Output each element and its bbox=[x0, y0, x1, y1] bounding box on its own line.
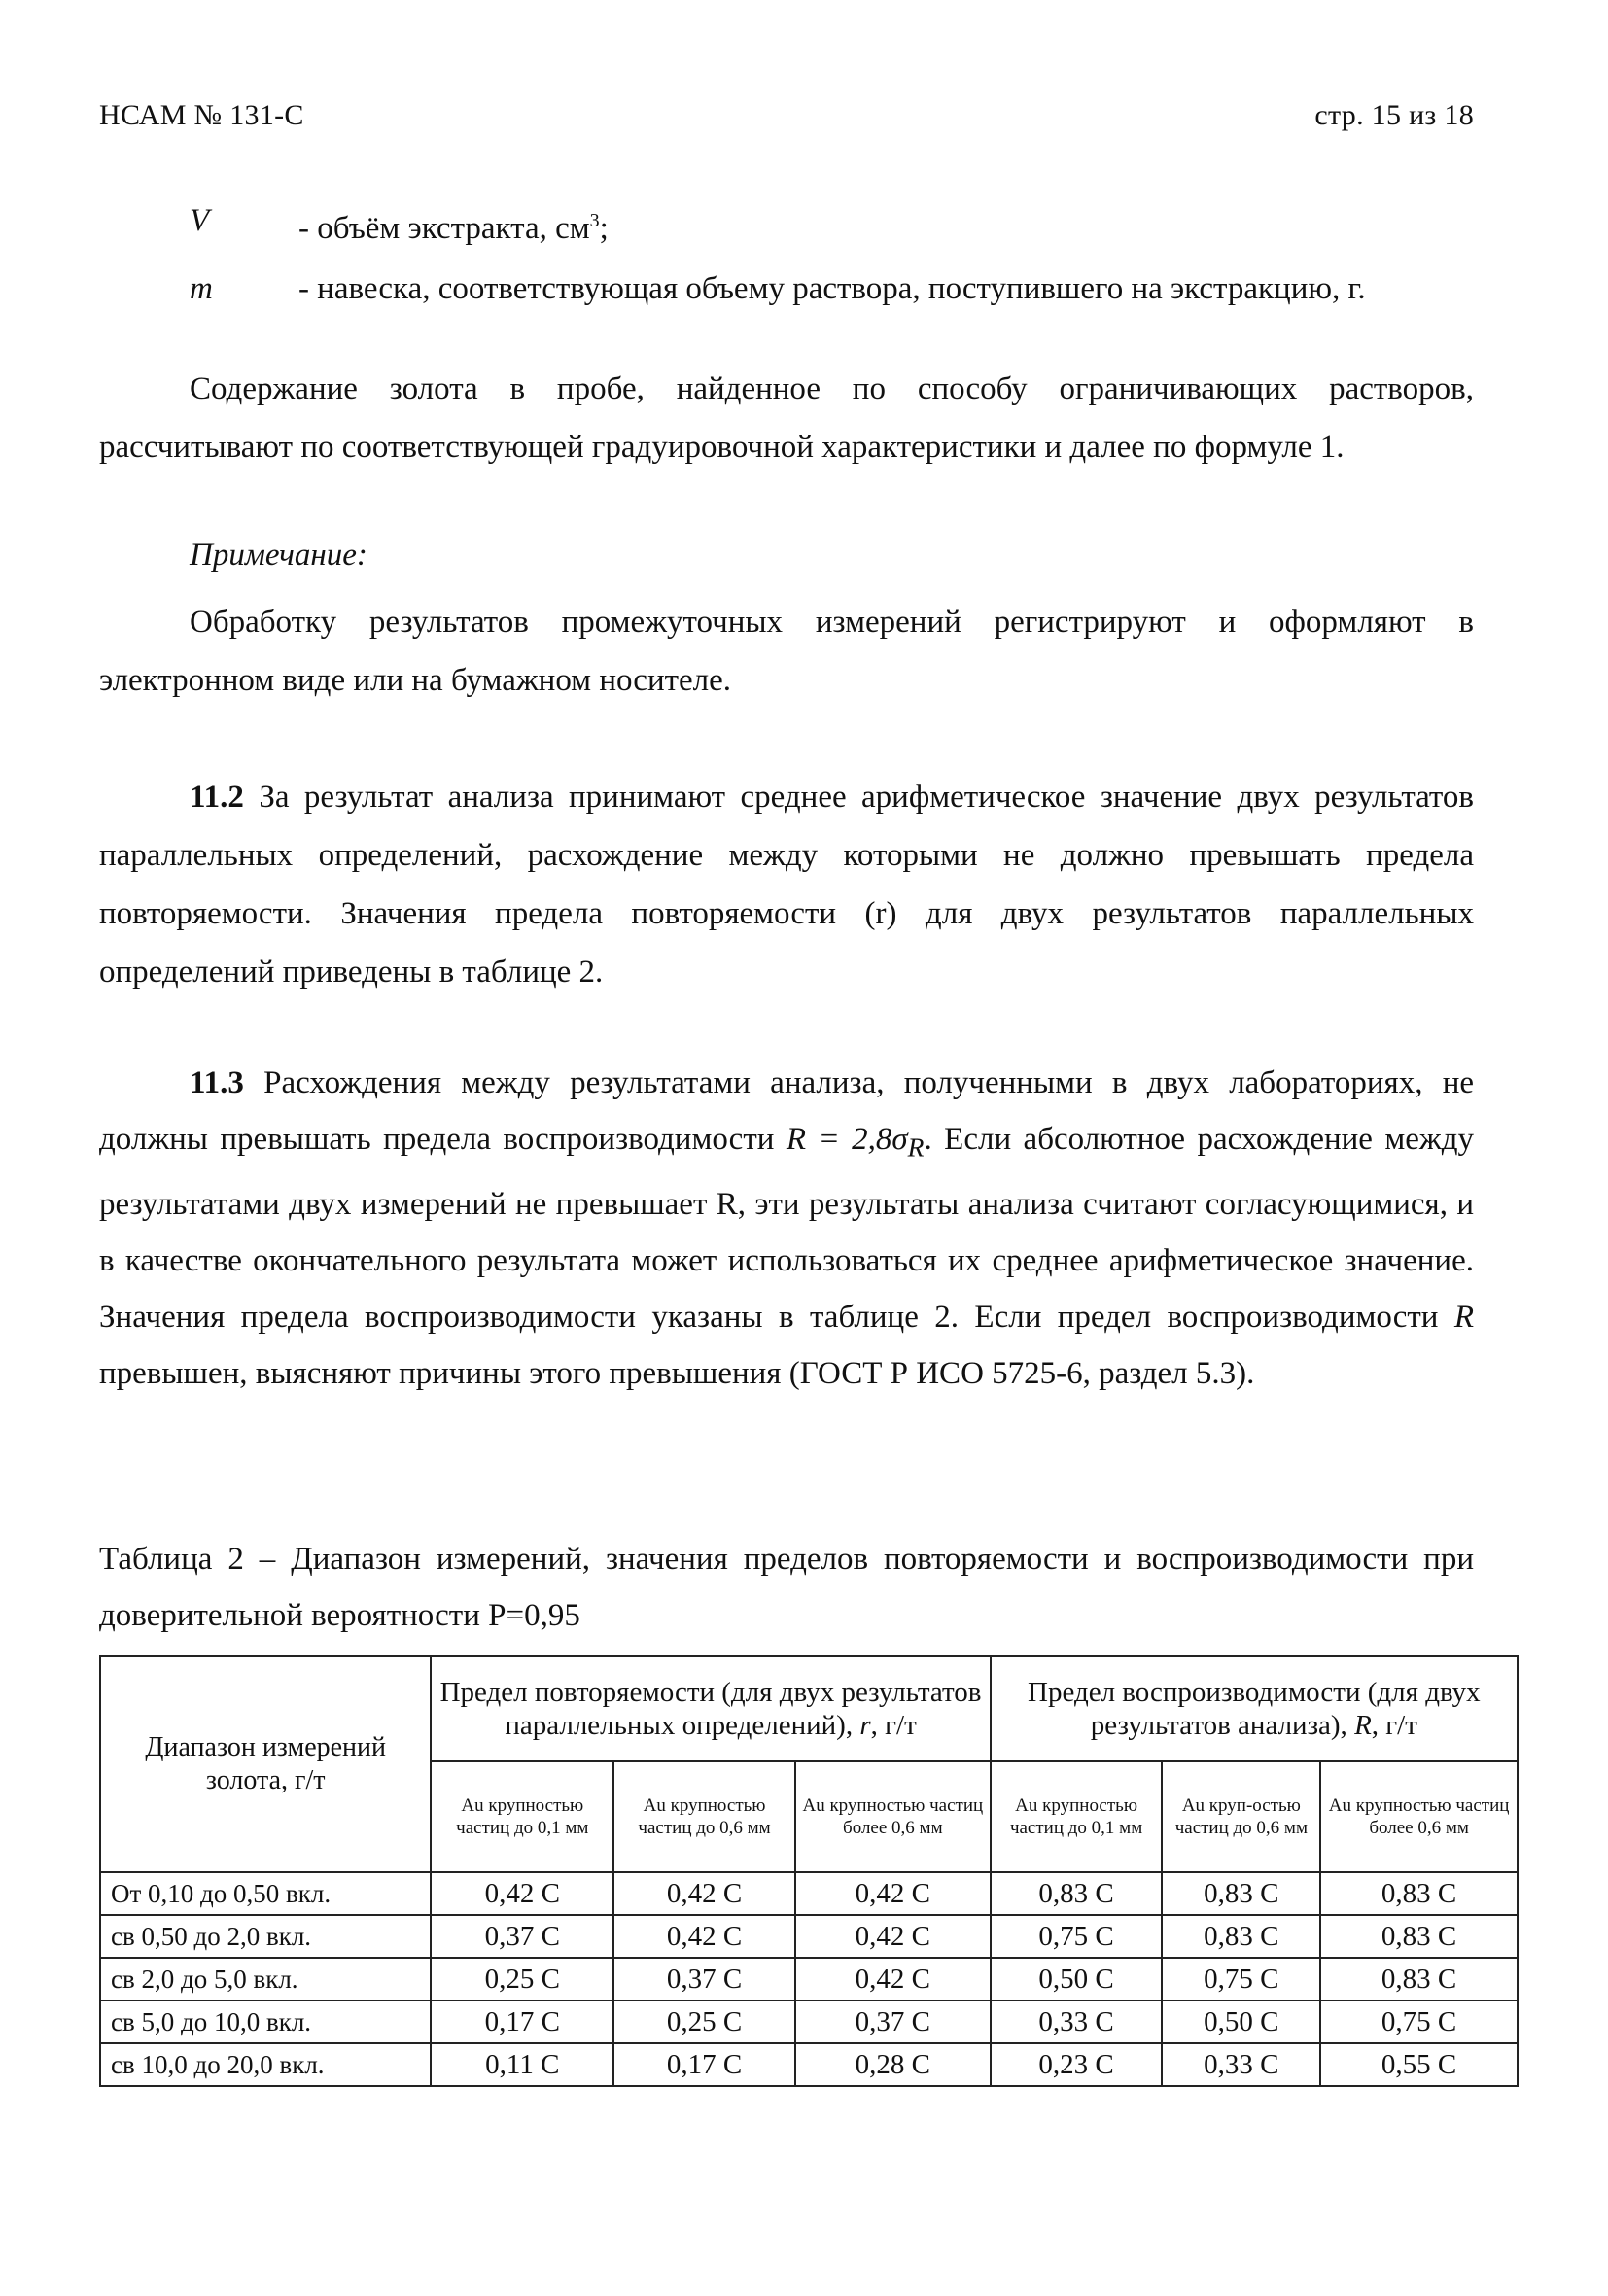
variables-list bbox=[190, 191, 1366, 319]
table-row bbox=[100, 2000, 1518, 2043]
value-cell: 0,83 С bbox=[991, 1872, 1163, 1915]
value-cell: 0,42 С bbox=[431, 1872, 613, 1915]
subheader-cell: Au крупностью частиц более 0,6 мм bbox=[1320, 1761, 1518, 1872]
value-cell: 0,25 С bbox=[613, 2000, 795, 2043]
section-11-2 bbox=[99, 768, 1474, 1001]
value-cell: 0,37 С bbox=[613, 1958, 795, 2000]
value-cell: 0,33 С bbox=[991, 2000, 1163, 2043]
value-cell: 0,83 С bbox=[1320, 1915, 1518, 1958]
variable-description-end: ; bbox=[599, 211, 609, 246]
value-cell: 0,23 С bbox=[991, 2043, 1163, 2086]
section-text-mid: . Если абсолютное расхождение между результатами двух измерений не превышает R, эти результаты анализа считают согласующимися, и в качестве окончательного результата может использоваться их среднее арифметическое значение. Значения предела воспроизводимости указаны в таблице 2. Если предел воспроизводимости bbox=[99, 1122, 1474, 1335]
variable-superscript: 3 bbox=[589, 210, 600, 231]
value-cell: 0,75 С bbox=[1162, 1958, 1320, 2000]
section-text: За результат анализа принимают среднее арифметическое значение двух результатов параллельных определений, расхождение между которыми не должно превышать предела повторяемости. Значения предела повторяемости (r) для двух результатов параллельных определений приведены в таблице 2. bbox=[99, 780, 1474, 990]
variable-description-text: - объём экстракта, см bbox=[298, 211, 590, 246]
table-caption: Таблица 2 – Диапазон измерений, значения пределов повторяемости и воспроизводимости при доверительной вероятности P=0,95 bbox=[99, 1542, 1474, 1633]
table-row bbox=[100, 2043, 1518, 2086]
paragraph-content-calc bbox=[99, 360, 1474, 476]
variable-symbol: m bbox=[190, 271, 213, 306]
subheader-cell: Au крупностью частиц до 0,1 мм bbox=[991, 1761, 1163, 1872]
variable-description bbox=[298, 191, 609, 259]
note-title: Примечание: bbox=[190, 538, 367, 573]
variable-row bbox=[190, 259, 1366, 319]
value-cell: 0,37 С bbox=[795, 2000, 991, 2043]
note-text bbox=[99, 593, 1474, 710]
value-cell: 0,83 С bbox=[1320, 1872, 1518, 1915]
subheader-cell: Au крупностью частиц до 0,6 мм bbox=[613, 1761, 795, 1872]
value-cell: 0,33 С bbox=[1162, 2043, 1320, 2086]
range-cell: От 0,10 до 0,50 вкл. bbox=[100, 1872, 431, 1915]
doc-id: НСАМ № 131-С bbox=[99, 99, 304, 131]
reproducibility-header bbox=[991, 1656, 1518, 1761]
table-row bbox=[100, 1958, 1518, 2000]
value-cell: 0,25 С bbox=[431, 1958, 613, 2000]
range-cell: св 10,0 до 20,0 вкл. bbox=[100, 2043, 431, 2086]
range-cell: св 5,0 до 10,0 вкл. bbox=[100, 2000, 431, 2043]
value-cell: 0,50 С bbox=[1162, 2000, 1320, 2043]
note-body: Обработку результатов промежуточных измерений регистрируют и оформляют в электронном виде или на бумажном носителе. bbox=[99, 605, 1474, 698]
limits-table bbox=[99, 1655, 1519, 2087]
value-cell: 0,11 С bbox=[431, 2043, 613, 2086]
formula-main: R = 2,8σ bbox=[786, 1122, 908, 1157]
value-cell: 0,17 С bbox=[431, 2000, 613, 2043]
value-cell: 0,42 С bbox=[795, 1958, 991, 2000]
range-cell: св 2,0 до 5,0 вкл. bbox=[100, 1958, 431, 2000]
value-cell: 0,37 С bbox=[431, 1915, 613, 1958]
reproducibility-formula bbox=[786, 1122, 925, 1163]
page-info: стр. 15 из 18 bbox=[1314, 99, 1474, 131]
repeatability-unit: , г/т bbox=[870, 1710, 917, 1741]
subheader-cell: Au крупностью частиц до 0,1 мм bbox=[431, 1761, 613, 1872]
value-cell: 0,42 С bbox=[613, 1872, 795, 1915]
section-number: 11.2 bbox=[190, 780, 244, 815]
repeatability-header-text: Предел повторяемости (для двух результатов параллельных определений), bbox=[439, 1677, 982, 1741]
reproducibility-unit: , г/т bbox=[1371, 1710, 1417, 1741]
variable-symbol: V bbox=[190, 203, 210, 238]
variable-row bbox=[190, 191, 1366, 259]
value-cell: 0,83 С bbox=[1162, 1872, 1320, 1915]
reproducibility-header-text: Предел воспроизводимости (для двух результатов анализа), bbox=[1028, 1677, 1481, 1741]
value-cell: 0,75 С bbox=[1320, 2000, 1518, 2043]
repeatability-symbol: r bbox=[859, 1710, 871, 1741]
paragraph-text: Содержание золота в пробе, найденное по способу ограничивающих растворов, рассчитывают по соответствующей градуировочной характеристики и далее по формуле 1. bbox=[99, 371, 1474, 465]
subheader-cell: Au крупностью частиц более 0,6 мм bbox=[795, 1761, 991, 1872]
r-symbol: R bbox=[1453, 1299, 1475, 1335]
value-cell: 0,42 С bbox=[795, 1915, 991, 1958]
range-cell: св 0,50 до 2,0 вкл. bbox=[100, 1915, 431, 1958]
section-text-end: превышен, выясняют причины этого превышения (ГОСТ Р ИСО 5725-6, раздел 5.3). bbox=[99, 1355, 1255, 1391]
table-row bbox=[100, 1915, 1518, 1958]
table-row bbox=[100, 1872, 1518, 1915]
value-cell: 0,28 С bbox=[795, 2043, 991, 2086]
section-text: Расхождения между результатами анализа, полученными в двух лабораториях, не должны превышать предела воспроизводимости bbox=[99, 1065, 1474, 1157]
section-11-3 bbox=[99, 1055, 1474, 1402]
value-cell: 0,17 С bbox=[613, 2043, 795, 2086]
value-cell: 0,55 С bbox=[1320, 2043, 1518, 2086]
value-cell: 0,50 С bbox=[991, 1958, 1163, 2000]
value-cell: 0,83 С bbox=[1320, 1958, 1518, 2000]
value-cell: 0,75 С bbox=[991, 1915, 1163, 1958]
subheader-cell: Au круп-остью частиц до 0,6 мм bbox=[1162, 1761, 1320, 1872]
value-cell: 0,42 С bbox=[613, 1915, 795, 1958]
table-header-row bbox=[100, 1656, 1518, 1761]
formula-subscript: R bbox=[907, 1131, 925, 1163]
range-header: Диапазон измерений золота, г/т bbox=[100, 1656, 431, 1872]
variable-description: - навеска, соответствующая объему раствора, поступившего на экстракцию, г. bbox=[298, 271, 1366, 306]
value-cell: 0,83 С bbox=[1162, 1915, 1320, 1958]
repeatability-header bbox=[431, 1656, 990, 1761]
reproducibility-symbol: R bbox=[1354, 1710, 1372, 1741]
value-cell: 0,42 С bbox=[795, 1872, 991, 1915]
section-number: 11.3 bbox=[190, 1065, 244, 1100]
